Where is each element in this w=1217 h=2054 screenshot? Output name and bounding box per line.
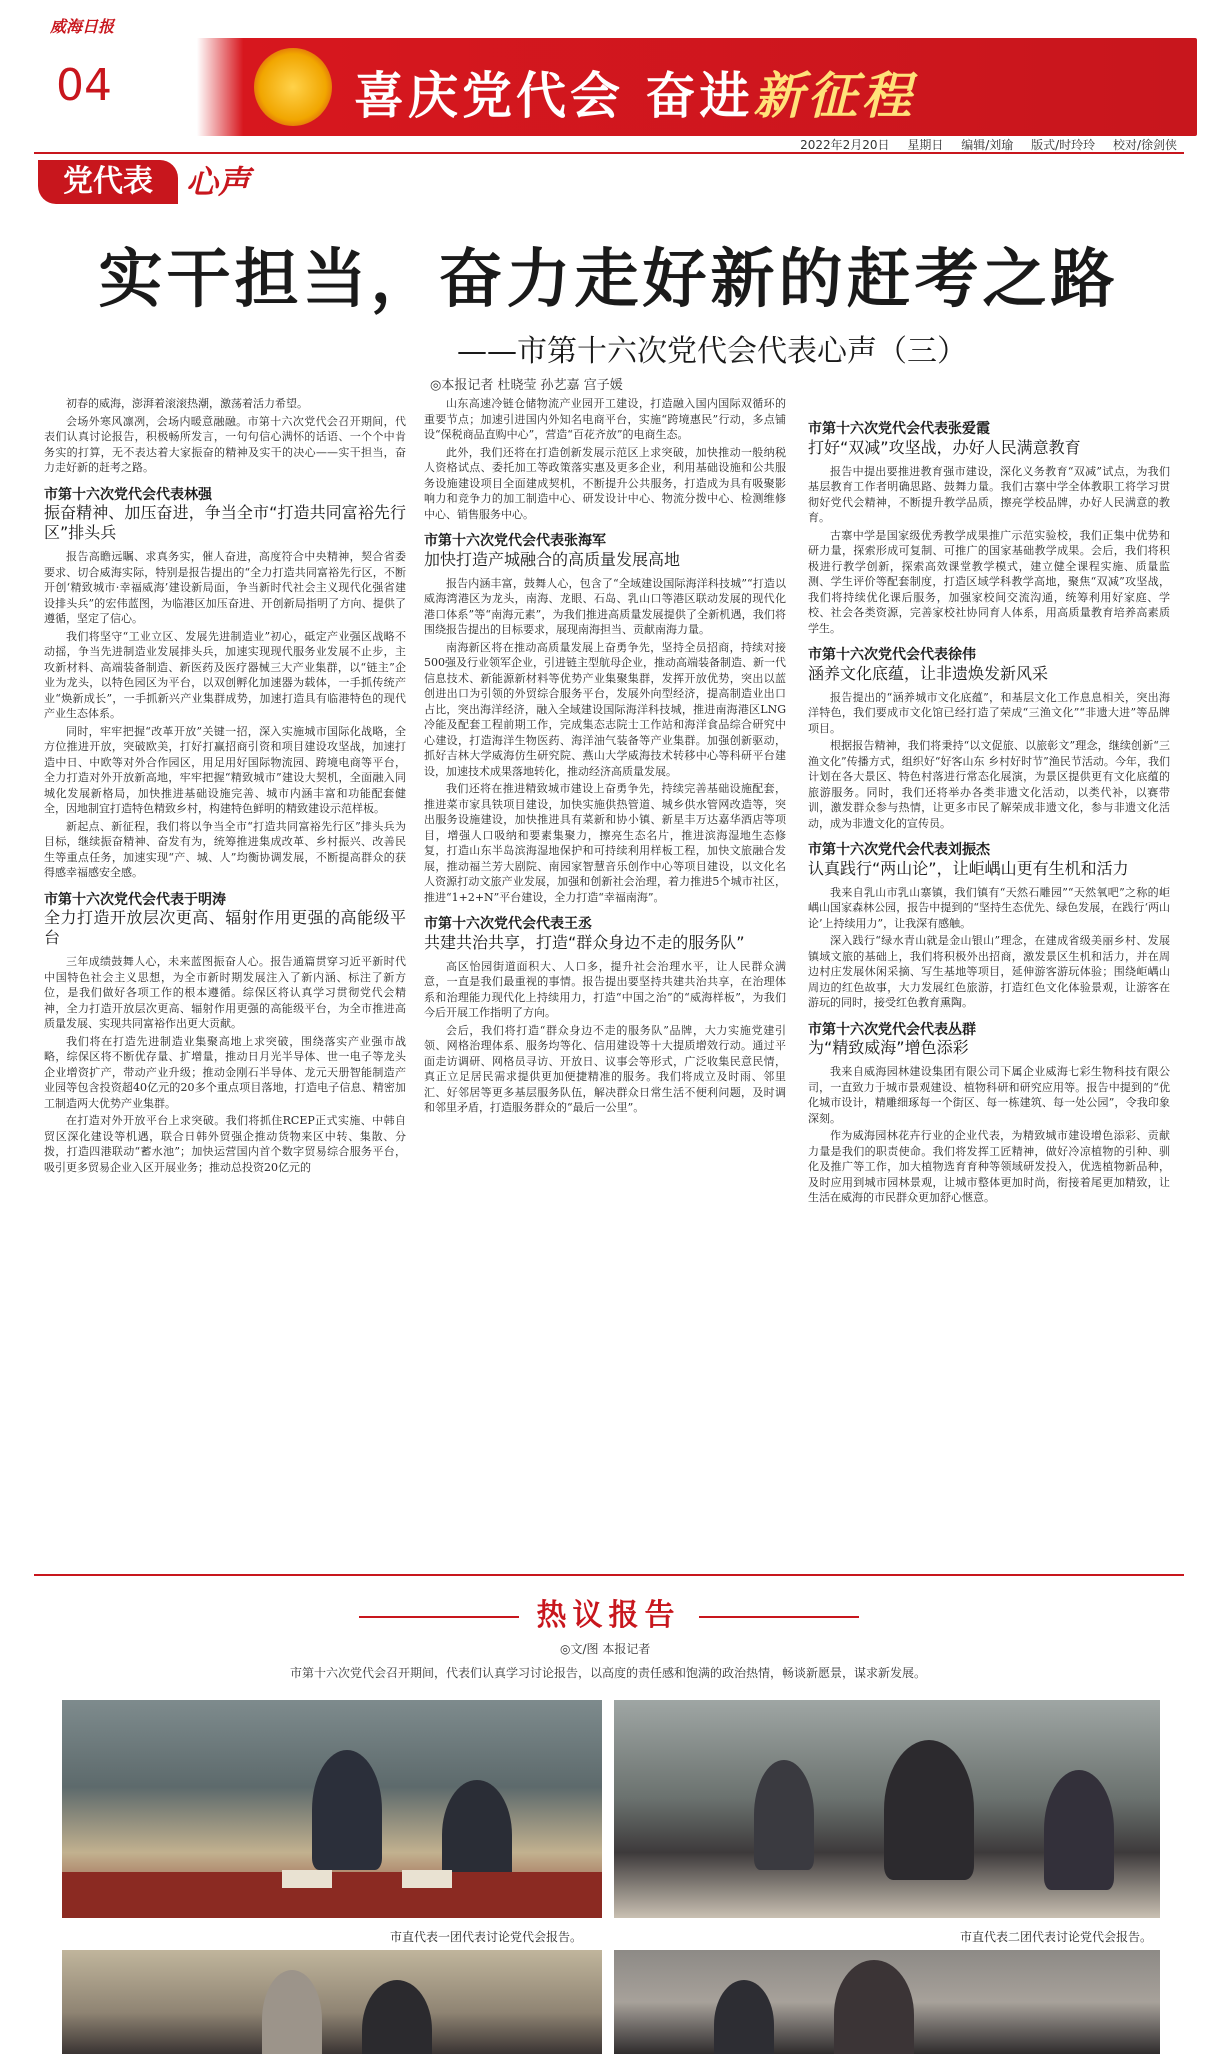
paragraph: 南海新区将在推动高质量发展上奋勇争先，坚持全员招商，持续对接500强及行业领军企业，引进链主型航母企业，推动高端装备制造、新一代信息技术、新能源新材料等优势产业集聚集群，发挥开放优势，突出以蓝创进出口为引领的外贸综合服务平台，发展外向型经济，提高制造业出口占比，突出海洋经济，融入全域建设国际海洋科技城，推进南海港区LNG冷能及配套工程前期工作，完成集态志院士工作站和海洋食品综合研究中心建设，打造海洋生物医药、海洋油气装备等产业集群。加强创新驱动，抓好吉林大学威海仿生研究院、燕山大学威海技术转移中心等科研平台建设，加速技术成果落地转化，推动经济高质量发展。 bbox=[424, 640, 786, 778]
paragraph: 报告高瞻远瞩、求真务实，催人奋进，高度符合中央精神，契合省委要求、切合威海实际，特别是报告提出的“全力打造共同富裕先行区，不断开创‘精致城市·幸福威海’建设新局面，争当新时代社会主义现代化强省建设排头兵”的宏伟蓝图，为临港区加压奋进、开创新局指明了方向、提供了遵循，坚定了信心。 bbox=[44, 550, 406, 625]
paragraph: 我们将在打造先进制造业集聚高地上求突破，围绕落实产业强市战略，综保区将不断优存量、扩增量，推动日月光半导体、世一电子等龙头企业增资扩产，带动产业升级；推动金刚石半导体、龙元天册智能制造产业园等包含投资超40亿元的20多个重点项目落地，打造电子信息、精密加工制造两大优势产业集群。 bbox=[44, 1034, 406, 1110]
person-figure bbox=[262, 1970, 322, 2054]
column-tag bbox=[38, 160, 288, 204]
proofreader: 校对/徐剑侠 bbox=[1112, 138, 1177, 152]
banner-title bbox=[354, 56, 915, 128]
photo-delegates-speaking bbox=[614, 1950, 1160, 2054]
article-column-2 bbox=[424, 396, 786, 1118]
nameplate bbox=[282, 1870, 332, 1888]
paragraph: 根据报告精神，我们将秉持“以文促旅、以旅彰文”理念，继续创新“三渔文化”传播方式，组织好“好客山东 乡村好时节”渔民节活动。今年，我们计划在各大景区、特色村落进行常态化展演，为景区提供更有文化底蕴的旅游服务。同时，我们还将举办各类非遗文化活动，以类代补，以赛带训，激发群众参与热情，让更多市民了解荣成非遗文化，参与非遗文化活动，成为非遗文化的宣传员。 bbox=[808, 739, 1170, 830]
rep-title: 认真践行“两山论”，让岠嵎山更有生机和活力 bbox=[808, 858, 1129, 878]
paragraph: 深入践行“绿水青山就是金山银山”理念，在建成省级美丽乡村、发展镇域文旅的基础上，我们将积极外出招商，激发景区生机和活力，并在周边村庄发展休闲采摘、写生基地等项目，延伸游客游玩体验；围绕岠嵎山周边的红色故事，大力发展红色旅游，打造红色文化体验景观，让游客在游玩的同时，接受红色教育熏陶。 bbox=[808, 934, 1170, 1009]
party-emblem-icon bbox=[254, 48, 332, 126]
column-tag-label: 党代表 bbox=[38, 160, 178, 204]
paragraph: 报告内涵丰富，鼓舞人心，包含了“全域建设国际海洋科技城”“打造以威海湾港区为龙头，南海、龙眼、石岛、乳山口等港区联动发展的现代化港口体系”等“南海元素”，为我们推进高质量发展提供了全新机遇，我们将围绕报告提出的目标要求，展现南海担当、贡献南海力量。 bbox=[424, 576, 786, 636]
section-intro: 市第十六次党代会召开期间，代表们认真学习讨论报告，以高度的责任感和饱满的政治热情，畅谈新愿景，谋求新发展。 bbox=[290, 1666, 927, 1680]
rep-name: 市第十六次党代会代表林强 bbox=[44, 486, 212, 503]
rep-name: 市第十六次党代会代表丛群 bbox=[808, 1021, 976, 1038]
rep-title: 加快打造产城融合的高质量发展高地 bbox=[424, 549, 681, 569]
page-number: 04 bbox=[56, 60, 112, 111]
photo-delegation-1 bbox=[62, 1700, 602, 1918]
nameplate bbox=[402, 1870, 452, 1888]
headline: 实干担当，奋力走好新的赶考之路 bbox=[98, 242, 1119, 317]
weekday: 星期日 bbox=[907, 138, 944, 152]
rep-name: 市第十六次党代会代表王丞 bbox=[424, 916, 592, 932]
top-rule bbox=[34, 152, 1184, 154]
rep-title: 为“精致威海”增色添彩 bbox=[808, 1038, 969, 1057]
paragraph: 古寨中学是国家级优秀教学成果推广示范实验校，我们正集中优势和研力量，探索形成可复制、可推广的国家基础教学成果。会后，我们将积极进行教学创新，探索高效课堂教学模式，建立健全课程实施、质量监测、学生评价等配套制度，打造区域学科教学高地，聚焦“双减”攻坚战，我们将持续优化课后服务，加强家校间交流沟通，统筹利用好家庭、学校、社会各类资源，完善家校社协同育人体系，用高质量教育培养高素质学生。 bbox=[808, 528, 1170, 635]
paragraph: 报告中提出要推进教育强市建设，深化义务教育“双减”试点，为我们基层教育工作者明确思路、鼓舞力量。我们古寨中学全体教职工将学习贯彻好党代会精神，不断提升教学品质，擦亮学校品牌，办好人民满意的教育。 bbox=[808, 464, 1170, 524]
banner-title-b: 新征程 bbox=[753, 67, 916, 125]
paragraph: 我来自威海园林建设集团有限公司下属企业威海七彩生物科技有限公司，一直致力于城市景观建设、植物科研和研究应用等。报告中提到的“优化城市设计，精雕细琢每一个街区、每一栋建筑、每一处公园”，令我印象深刻。 bbox=[808, 1065, 1170, 1125]
rep-name: 市第十六次党代会代表张爱霞 bbox=[808, 421, 990, 437]
article-column-1 bbox=[44, 396, 406, 1177]
person-figure bbox=[312, 1750, 382, 1870]
paragraph: 作为威海园林花卉行业的企业代表，为精致城市建设增色添彩、贡献力量是我们的职责使命。我们将发挥工匠精神，做好冷凉植物的引种、驯化及推广等工作，加大植物选育育种等领域研发投入，优选植物新品种，及时应用到城市园林景观，让城市整体更加时尚，衔接着尾更加精致，让生活在威海的市民群众更加舒心惬意。 bbox=[808, 1129, 1170, 1204]
conference-table bbox=[62, 1872, 602, 1918]
column-tag-script: 心声 bbox=[186, 163, 251, 201]
person-figure bbox=[714, 1980, 774, 2054]
rep-name: 市第十六次党代会代表张海军 bbox=[424, 533, 606, 549]
person-figure bbox=[754, 1760, 814, 1870]
paragraph: 我们将坚守“工业立区、发展先进制造业”初心，砥定产业强区战略不动摇，争当先进制造业发展排头兵，加速实现现代服务业发展不止步，主攻新材料、高端装备制造、新医药及医疗器械三大产业集群，以“链主”企业为龙头，以特色园区为平台，以双创孵化加速器为载体，一手抓传统产业“焕新成长”，一手抓新兴产业集群成势，加速打造具有临港特色的现代产业生态体系。 bbox=[44, 629, 406, 720]
rep-name: 市第十六次党代会代表于明涛 bbox=[44, 891, 226, 908]
masthead bbox=[20, 8, 1197, 128]
banner bbox=[34, 38, 1197, 136]
photo-caption: 市直代表二团代表讨论党代会报告。 bbox=[960, 1930, 1153, 1944]
paragraph: 新起点、新征程，我们将以争当全市“打造共同富裕先行区”排头兵为目标，继续振奋精神、奋发有为，统筹推进集成改革、乡村振兴、改善民生等重点任务，加速实现“产、城、人”均衡协调发展，不断提高群众的获得感幸福感安全感。 bbox=[44, 819, 406, 879]
rep-name: 市第十六次党代会代表刘振杰 bbox=[808, 842, 990, 858]
section-byline: ◎文/图 本报记者 bbox=[560, 1642, 651, 1656]
paragraph: 我来自乳山市乳山寨镇，我们镇有“天然石雕园”“天然氧吧”之称的岠嵎山国家森林公园，报告中提到的“坚持生态优先、绿色发展，在践行‘两山论’上持续用力”，让我深有感触。 bbox=[808, 885, 1170, 930]
paragraph: 三年成绩鼓舞人心，未来蓝图振奋人心。报告通篇贯穿习近平新时代中国特色社会主义思想，为全市新时期发展注入了新内涵、标注了新方位，是我们做好各项工作的根本遵循。综保区将认真学习贯彻党代会精神，全力打造开放层次更高、辐射作用更强的高能级平台，为全市推进高质量发展、实现共同富裕作出更大贡献。 bbox=[44, 955, 406, 1030]
editor: 编辑/刘瑜 bbox=[961, 138, 1014, 152]
intro-paragraph: 初春的威海，澎湃着滚滚热潮，激荡着活力希望。 bbox=[66, 397, 308, 410]
paragraph: 山东高速冷链仓储物流产业园开工建设，打造融入国内国际双循环的重要节点；加速引进国内外知名电商平台，实施“跨境惠民”行动，多点铺设“保税商品直购中心”，营造“百花齐放”的电商生态。 bbox=[424, 397, 786, 441]
rep-title: 共建共治共享，打造“群众身边不走的服务队” bbox=[424, 932, 745, 952]
paragraph: 会后，我们将打造“群众身边不走的服务队”品牌，大力实施党建引领、网格治理体系、服务均等化、信用建设等十大提质增效行动。通过平面走访调研、网格员寻访、开放日、议事会等形式，广泛收集民意民情，真正立足居民需求提供更加便捷精准的服务。我们将成立及时雨、邻里汇、好邻居等更多基层服务队伍，解决群众日常生活不便利问题，及时调和邻里矛盾，打造服务群众的“最后一公里”。 bbox=[424, 1023, 786, 1114]
photo-delegation-2 bbox=[614, 1700, 1160, 1918]
paragraph: 我们还将在推进精致城市建设上奋勇争先，持续完善基础设施配套，推进菜市家具铁项目建设，加快实施供热管道、城乡供水管网改造等，突出服务设施建设，加快推进具有菜新和协小镇、新星丰万达嘉华酒店等项目，增强人口吸纳和要素集聚力，擦亮生态名片，推进滨海湿地生态修复，打造山东半岛滨海湿地保护和可持续利用样板工程，加快文旅融合发展，推动福兰芳大剧院、南园家智慧音乐创作中心等项目建设，以文化名人资源打动文旅产业发展，加强和创新社会治理，着力推进5个城市社区，推进“1+2+N”平台建设，全力打造“幸福南海”。 bbox=[424, 782, 786, 904]
section-divider bbox=[34, 1574, 1184, 1576]
section-title: 热议报告 bbox=[0, 1590, 1217, 1634]
paragraph: 在打造对外开放平台上求突破。我们将抓住RCEP正式实施、中韩自贸区深化建设等机遇，联合日韩外贸强企推动货物来区中转、集散、分拨，打造四港联动“蓄水池”；加快运营国内首个数字贸易综合服务平台，吸引更多贸易企业入区开展业务；推动总投资20亿元的 bbox=[44, 1114, 406, 1174]
paragraph: 同时，牢牢把握“改革开放”关键一招，深入实施城市国际化战略，全方位推进开放，突破欧美，打好打赢招商引资和项目建设攻坚战，加速打造中日、中欧等对外合作园区，用足用好国际物流园、跨境电商等平台，全力打造对外开放新高地，牢牢把握“精致城市”建设大契机，全面融入同城化发展新格局，加快推进基础设施完善、城市内涵丰富和功能配套健全，因地制宜打造特色精致乡村，构建特色鲜明的精致建设示范样板。 bbox=[44, 724, 406, 815]
rep-name: 市第十六次党代会代表徐伟 bbox=[808, 647, 976, 663]
rep-title: 打好“双减”攻坚战，办好人民满意教育 bbox=[808, 437, 1081, 457]
banner-title-a: 喜庆党代会 奋进 bbox=[354, 67, 754, 125]
intro-paragraph: 会场外寒风凛冽，会场内暖意融融。市第十六次党代会召开期间，代表们认真讨论报告，积极畅所发言，一句句信心满怀的话语、一个个中肯务实的打算，无不表达着大家振奋的精神及实干的决心——实干担当，奋力走好新的赶考之路。 bbox=[44, 414, 406, 474]
person-figure bbox=[834, 1960, 914, 2054]
person-figure bbox=[884, 1740, 974, 1880]
rep-title: 涵养文化底蕴，让非遗焕发新风采 bbox=[808, 663, 1049, 683]
rep-title: 全力打造开放层次更高、辐射作用更强的高能级平台 bbox=[44, 908, 406, 947]
paper-name: 威海日报 bbox=[50, 17, 115, 36]
paragraph: 报告提出的“涵养城市文化底蕴”，和基层文化工作息息相关，突出海洋特色，我们要成市文化馆已经打造了荣成“三渔文化”“非遗大进”等品牌项目。 bbox=[808, 690, 1170, 735]
byline: ◎本报记者 杜晓莹 孙艺嘉 宫子媛 bbox=[430, 378, 623, 393]
photo-caption: 市直代表一团代表讨论党代会报告。 bbox=[390, 1930, 583, 1944]
person-figure bbox=[1044, 1770, 1114, 1890]
date: 2022年2月20日 bbox=[800, 138, 890, 152]
edition-info bbox=[786, 136, 1177, 153]
photo-delegation-3 bbox=[62, 1950, 602, 2054]
layout-editor: 版式/时玲玲 bbox=[1031, 138, 1096, 152]
article-column-3 bbox=[808, 410, 1170, 1208]
paragraph: 此外，我们还将在打造创新发展示范区上求突破，加快推动一般纳税人资格试点、委托加工等政策落实惠及更多企业，利用基础设施和公共服务设施建设项目全面建成契机，不断提升公共服务，打造成为具有吸聚影响力和竞争力的加工制造中心、研发设计中心、物流分拨中心、检测维修中心、销售服务中心。 bbox=[424, 445, 786, 521]
person-figure bbox=[362, 1980, 432, 2054]
rep-title: 振奋精神、加压奋进，争当全市“打造共同富裕先行区”排头兵 bbox=[44, 503, 406, 542]
paragraph: 高区怡园街道面积大、人口多，提升社会治理水平，让人民群众满意，一直是我们最重视的事情。报告提出要坚持共建共治共享，在治理体系和治理能力现代化上持续用力，打造“中国之治”的“威海样板”，为我们今后开展工作指明了方向。 bbox=[424, 959, 786, 1019]
subhead: ——市第十六次党代会代表心声（三） bbox=[457, 334, 967, 369]
